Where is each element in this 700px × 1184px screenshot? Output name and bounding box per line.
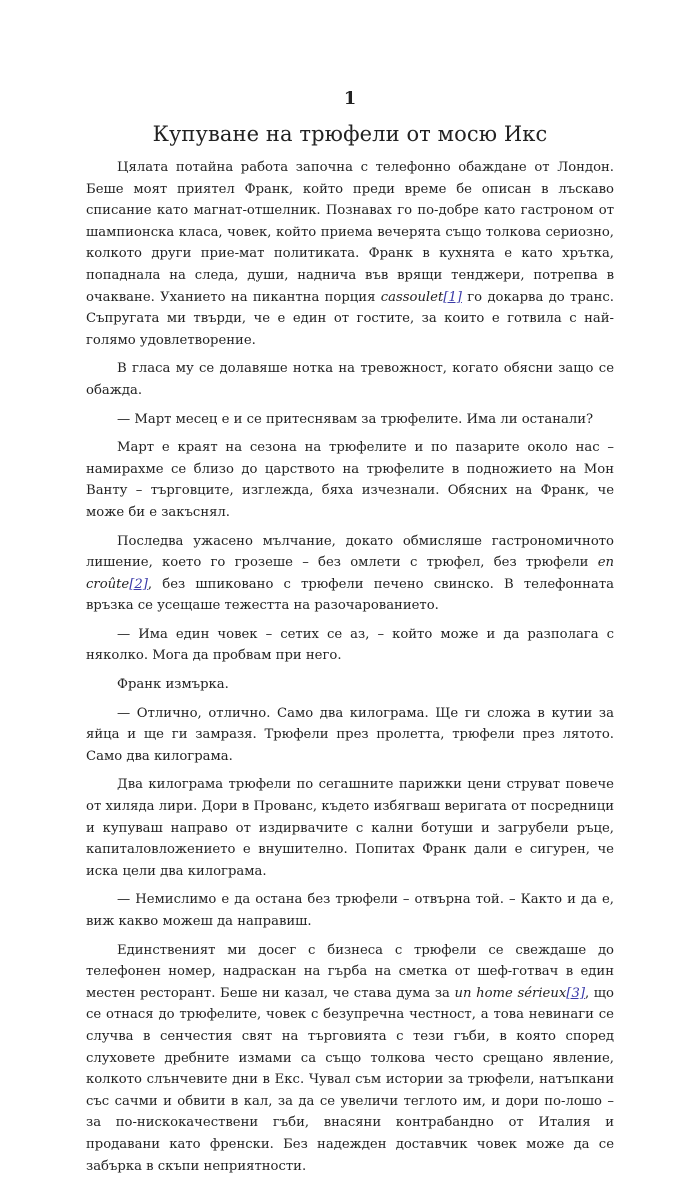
paragraph-11 xyxy=(86,940,614,1178)
italic-term: cassoulet xyxy=(380,289,444,305)
footnote-link-3[interactable]: [3] xyxy=(566,985,585,1001)
paragraph-6: — Има един човек – сетих се аз, – който може и да разполага с няколко. Мога да пробвам при него. xyxy=(86,626,614,664)
paragraph-4: Март е краят на сезона на трюфелите и по пазарите около нас – намирахме се близо до царството на трюфелите в подножието на Мон Ванту – търговците, изглежда, бяха изчезнали. Обясних на Франк, че може би е закъснял. xyxy=(86,440,614,520)
footnote-link-1[interactable]: [1] xyxy=(443,289,462,305)
paragraph-1 xyxy=(86,157,614,351)
paragraph-7: Франк измърка. xyxy=(117,677,229,693)
paragraph-9: Два килограма трюфели по сегашните парижки цени струват повече от хиляда лири. Дори в Прованс, където избягваш веригата от посредници и купуваш направо от издирвачите с кални ботуши и загрубели ръце, капиталовложението е внушително. Попитах Франк дали е сигурен, че иска цели два килограма. xyxy=(86,777,614,879)
paragraph-2: В гласа му се долавяше нотка на тревожност, когато обясни защо се обажда. xyxy=(86,361,614,398)
paragraph-text: го докарва до транс. Съпругата ми твърди, че е един от гостите, за които е готвила с най-голямо удовлетворение. xyxy=(86,289,614,348)
paragraph-text: Единственият ми досег с бизнеса с трюфели се свеждаше до телефонен номер, надраскан на гърба на сметка от шеф-готвач в един местен ресторант. Беше ни казал, че става дума за xyxy=(86,942,614,1001)
italic-term: un home sérieux xyxy=(454,985,567,1001)
paragraph-3: — Март месец е и се притеснявам за трюфелите. Има ли останали? xyxy=(117,411,594,427)
paragraph-10: — Немислимо е да остана без трюфели – отвърна той. – Както и да е, виж какво можеш да направиш. xyxy=(86,892,614,929)
paragraph-text: , що се отнася до трюфелите, човек с безупречна честност, а това невинаги се случва в сенчестия свят на търговията с тези гъби, в която според слуховете дребните измами са също толкова често срещано явление, колкото слънчевите дни в Екс. Чувал съм истории за трюфели, натъпкани със сачми и обвити в кал, за да се увеличи теглото им, и дори по-лошо – за по-нискокачествени гъби, внасяни контрабандно от Италия и продавани като френски. Без надежден доставчик човек може да се забърка в скъпи неприятности. xyxy=(86,985,614,1174)
paragraph-8: — Отлично, отлично. Само два килограма. Ще ги сложа в кутии за яйца и ще ги замразя. Трюфели през пролетта, трюфели през лятото. Само два килограма. xyxy=(86,705,614,764)
footnote-link-2[interactable]: [2] xyxy=(129,576,148,592)
chapter-number: 1 xyxy=(343,88,357,109)
paragraph-text: Последва ужасено мълчание, докато обмисляше гастрономичното лишение, което го грозеше – без омлети с трюфел, без трюфели xyxy=(86,533,614,571)
chapter-body xyxy=(86,157,614,1184)
italic-term: en croûte xyxy=(86,555,614,592)
paragraph-5 xyxy=(86,531,614,617)
chapter-title: Купуване на трюфели от мосю Икс xyxy=(152,122,548,146)
paragraph-text: Цялата потайна работа започна с телефонно обаждане от Лондон. Беше моят приятел Франк, който преди време бе описан в лъскаво списание като магнат-отшелник. Познавах го по-добре като гастроном от шампионска класа, човек, който приема вечерята също толкова сериозно, колкото други прие-мат политиката. Франк в кухнята е като хрътка, попаднала на следа, души, надничa във врящи тенджери, потрепва в очакване. Уханието на пикантна порция xyxy=(86,160,614,305)
paragraph-text: , без шпиковано с трюфели печено свинско. В телефонната връзка се усещаше тежестта на разочарованието. xyxy=(86,576,614,614)
